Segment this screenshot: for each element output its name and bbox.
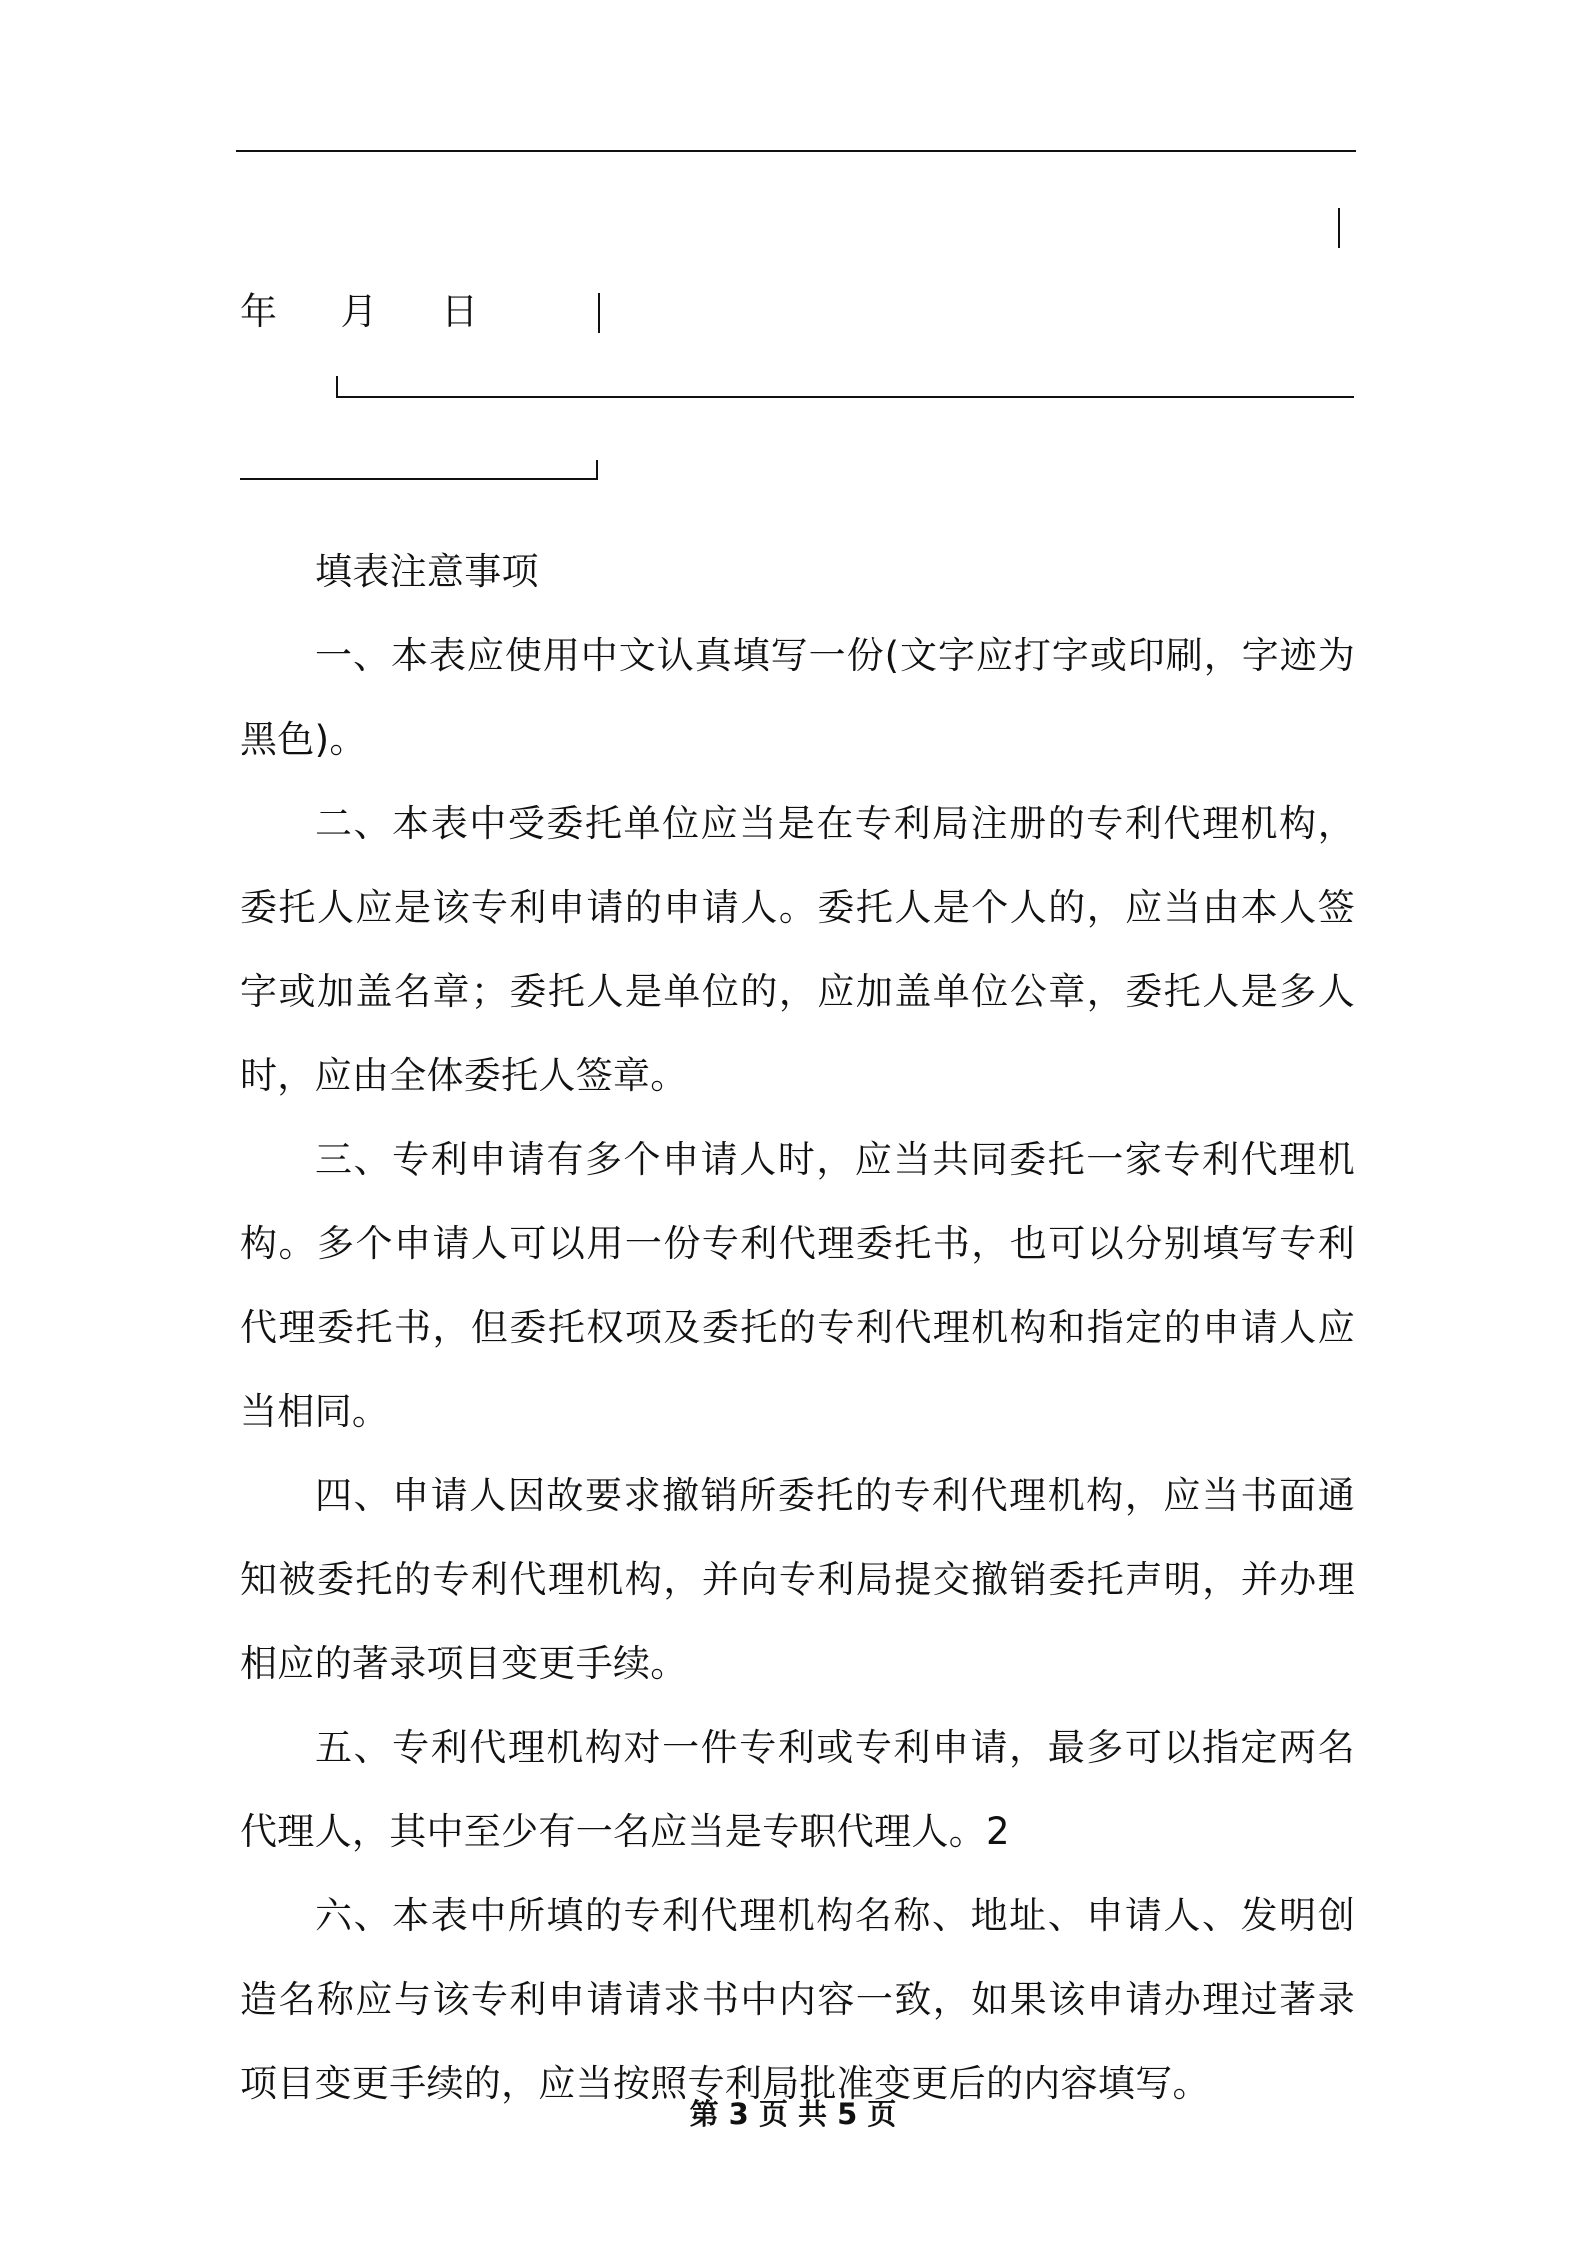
table-corner-left bbox=[336, 376, 338, 396]
note-item-5: 五、专利代理机构对一件专利或专利申请，最多可以指定两名代理人，其中至少有一名应当是专职代理人。2 bbox=[240, 1726, 1355, 1853]
date-month: 月 bbox=[340, 290, 380, 333]
page-number: 第 3 页 共 5 页 bbox=[689, 2097, 897, 2131]
date-day: 日 bbox=[441, 290, 481, 333]
table-bottom-rule-continued bbox=[240, 478, 598, 480]
note-item-2: 二、本表中受委托单位应当是在专利局注册的专利代理机构，委托人应是该专利申请的申请人。委托人是个人的，应当由本人签字或加盖名章；委托人是单位的，应加盖单位公章，委托人是多人时，应由全体委托人签章。 bbox=[240, 802, 1355, 1097]
notes-title: 填表注意事项 bbox=[315, 550, 539, 593]
date-year: 年 bbox=[240, 290, 279, 333]
date-cell-border bbox=[598, 293, 600, 333]
note-item-3: 三、专利申请有多个申请人时，应当共同委托一家专利代理机构。多个申请人可以用一份专利代理委托书，也可以分别填写专利代理委托书，但委托权项及委托的专利代理机构和指定的申请人应当相同。 bbox=[240, 1138, 1355, 1433]
table-corner-right bbox=[596, 460, 598, 480]
note-item-1: 一、本表应使用中文认真填写一份(文字应打字或印刷，字迹为黑色)。 bbox=[240, 634, 1355, 761]
date-row bbox=[240, 288, 480, 336]
filling-notes bbox=[240, 530, 1355, 2126]
right-table-border bbox=[1338, 208, 1340, 248]
top-rule bbox=[236, 150, 1356, 152]
note-item-6: 六、本表中所填的专利代理机构名称、地址、申请人、发明创造名称应与该专利申请请求书中内容一致，如果该申请办理过著录项目变更手续的，应当按照专利局批准变更后的内容填写。 bbox=[240, 1894, 1355, 2105]
table-bottom-rule bbox=[336, 396, 1354, 398]
note-item-4: 四、申请人因故要求撤销所委托的专利代理机构，应当书面通知被委托的专利代理机构，并向专利局提交撤销委托声明，并办理相应的著录项目变更手续。 bbox=[240, 1474, 1355, 1685]
